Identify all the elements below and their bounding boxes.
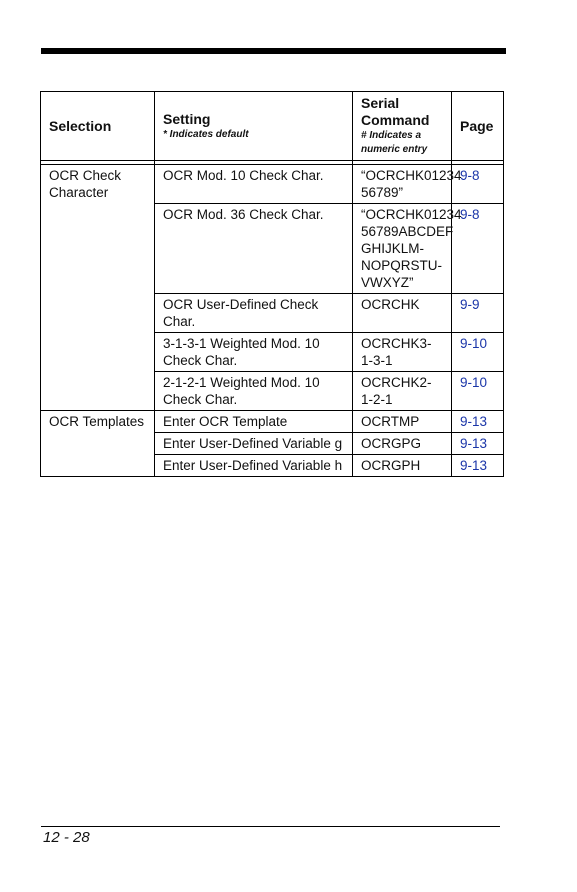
command-cell: OCRCHK3-1-3-1	[353, 333, 452, 372]
page-link[interactable]	[452, 165, 504, 204]
page-link[interactable]	[452, 433, 504, 455]
page-link-label: 9-13	[460, 458, 488, 473]
page-link[interactable]	[452, 455, 504, 477]
setting-cell: OCR Mod. 36 Check Char.	[155, 204, 353, 294]
setting-cell: Enter OCR Template	[155, 411, 353, 433]
page-link-label: 9-10	[460, 375, 488, 390]
page-link-label: 9-8	[460, 168, 480, 183]
table-row	[41, 411, 504, 433]
header-serial-command-label: Serial Command	[361, 95, 430, 128]
command-cell: OCRCHK	[353, 294, 452, 333]
page-link[interactable]	[452, 333, 504, 372]
footer-rule	[41, 826, 500, 827]
setting-cell: Enter User-Defined Variable h	[155, 455, 353, 477]
table-header-row	[41, 92, 504, 161]
table-row	[41, 165, 504, 204]
page-link-label: 9-10	[460, 336, 488, 351]
command-cell: “OCRCHK01234 56789”	[353, 165, 452, 204]
footer-page-number: 12 - 28	[43, 829, 90, 846]
command-cell: OCRCHK2-1-2-1	[353, 372, 452, 411]
command-cell: OCRGPH	[353, 455, 452, 477]
header-page-label: Page	[460, 117, 494, 134]
header-selection-label: Selection	[49, 117, 112, 134]
page-link[interactable]	[452, 204, 504, 294]
page-link-label: 9-8	[460, 207, 480, 222]
command-cell: “OCRCHK01234 56789ABCDEF GHIJKLM- NOPQRSTU- VWXYZ”	[353, 204, 452, 294]
selection-cell: OCR Check Character	[41, 165, 155, 411]
setting-cell: OCR Mod. 10 Check Char.	[155, 165, 353, 204]
command-cell: OCRTMP	[353, 411, 452, 433]
setting-cell: OCR User-Defined Check Char.	[155, 294, 353, 333]
setting-cell: 2-1-2-1 Weighted Mod. 10 Check Char.	[155, 372, 353, 411]
header-page	[452, 92, 504, 161]
page-link-label: 9-13	[460, 436, 488, 451]
top-rule	[41, 48, 506, 54]
page-link-label: 9-9	[460, 297, 480, 312]
header-setting-label: Setting	[163, 110, 211, 127]
header-serial-command-note: # Indicates a numeric entry	[361, 130, 428, 155]
setting-cell: 3-1-3-1 Weighted Mod. 10 Check Char.	[155, 333, 353, 372]
page-link[interactable]	[452, 372, 504, 411]
header-serial-command	[353, 92, 452, 161]
page-link[interactable]	[452, 294, 504, 333]
header-setting-note: * Indicates default	[163, 128, 249, 140]
setting-cell: Enter User-Defined Variable g	[155, 433, 353, 455]
command-table	[40, 91, 504, 477]
page-link-label: 9-13	[460, 414, 488, 429]
page-link[interactable]	[452, 411, 504, 433]
command-cell: OCRGPG	[353, 433, 452, 455]
header-selection	[41, 92, 155, 161]
header-setting	[155, 92, 353, 161]
selection-cell: OCR Templates	[41, 411, 155, 477]
